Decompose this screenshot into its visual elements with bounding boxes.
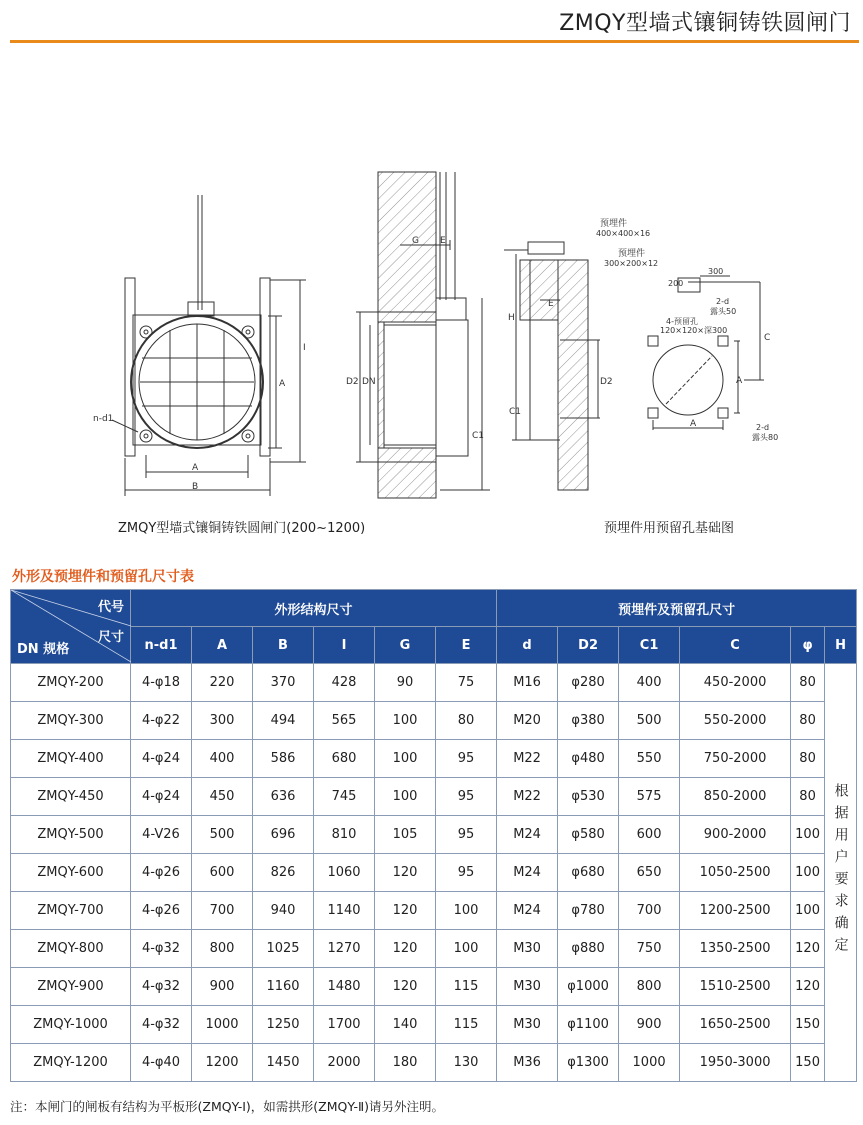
label-C1-side: C1 (472, 431, 485, 441)
table-cell: 1200 (192, 1044, 253, 1082)
table-cell: 1160 (253, 968, 314, 1006)
footnote: 注：本闸门的闸板有结构为平板形(ZMQY-Ⅰ)，如需拱形(ZMQY-Ⅱ)请另外注明。 (10, 1099, 445, 1114)
table-row (11, 740, 857, 778)
table-row (11, 664, 857, 702)
table-cell: 80 (791, 740, 825, 778)
table-cell: 575 (619, 778, 680, 816)
table-cell: M20 (497, 702, 558, 740)
table-cell: φ1100 (558, 1006, 619, 1044)
table-cell: 900 (192, 968, 253, 1006)
table-cell: M30 (497, 968, 558, 1006)
table-cell: 700 (192, 892, 253, 930)
table-cell: 1270 (314, 930, 375, 968)
drawing-caption-left: ZMQY型墙式镶铜铸铁圆闸门(200~1200) (118, 521, 366, 536)
label-hole4: 4-预留孔 (666, 317, 698, 326)
table-cell: 100 (791, 854, 825, 892)
side-section-view (356, 172, 490, 498)
table-cell: 900-2000 (680, 816, 791, 854)
table-row (11, 702, 857, 740)
table-cell: 745 (314, 778, 375, 816)
table-cell: 696 (253, 816, 314, 854)
row-spec-cell: ZMQY-400 (11, 740, 131, 778)
label-A-plan-side: A (736, 376, 743, 386)
table-cell: 850-2000 (680, 778, 791, 816)
table-cell: 400 (192, 740, 253, 778)
label-I: I (303, 343, 306, 353)
table-cell: 600 (192, 854, 253, 892)
table-cell: 4-φ32 (131, 968, 192, 1006)
row-spec-cell: ZMQY-200 (11, 664, 131, 702)
table-row (11, 892, 857, 930)
label-300: 300 (708, 267, 724, 276)
table-cell: 900 (619, 1006, 680, 1044)
table-cell: 550-2000 (680, 702, 791, 740)
row-spec-cell: ZMQY-600 (11, 854, 131, 892)
table-cell: φ1000 (558, 968, 619, 1006)
column-header: C1 (619, 627, 680, 664)
table-cell: φ780 (558, 892, 619, 930)
table-cell: 115 (436, 1006, 497, 1044)
table-cell: 95 (436, 778, 497, 816)
table-cell: 75 (436, 664, 497, 702)
column-header: H (825, 627, 857, 664)
corner-code: 代号 (97, 600, 124, 615)
column-header: d (497, 627, 558, 664)
table-cell: M36 (497, 1044, 558, 1082)
label-C1-foundation: C1 (509, 407, 522, 417)
group-header-shape: 外形结构尺寸 (131, 590, 497, 627)
table-cell: 586 (253, 740, 314, 778)
column-header: n-d1 (131, 627, 192, 664)
table-cell: 120 (791, 930, 825, 968)
table-cell: 4-φ26 (131, 892, 192, 930)
column-header: φ (791, 627, 825, 664)
table-cell: 750-2000 (680, 740, 791, 778)
table-row (11, 1044, 857, 1082)
group-header-embed: 预埋件及预留孔尺寸 (497, 590, 857, 627)
table-cell: φ530 (558, 778, 619, 816)
table-cell: 150 (791, 1006, 825, 1044)
label-H: H (508, 313, 515, 323)
table-cell: 1450 (253, 1044, 314, 1082)
label-expose80: 露头80 (752, 433, 779, 442)
table-cell: 1480 (314, 968, 375, 1006)
table-cell: 100 (436, 892, 497, 930)
table-cell: 1140 (314, 892, 375, 930)
table-cell: 1000 (192, 1006, 253, 1044)
table-cell: 140 (375, 1006, 436, 1044)
table-cell: 100 (375, 702, 436, 740)
hole-plan-view (648, 276, 764, 430)
table-cell: 4-φ24 (131, 778, 192, 816)
table-cell: φ1300 (558, 1044, 619, 1082)
table-cell: 750 (619, 930, 680, 968)
label-E-side: E (440, 236, 446, 246)
table-cell: 1050-2500 (680, 854, 791, 892)
table-cell: 120 (375, 968, 436, 1006)
foundation-section-view (504, 242, 600, 490)
table-cell: 1000 (619, 1044, 680, 1082)
table-cell: 1250 (253, 1006, 314, 1044)
table-cell: φ380 (558, 702, 619, 740)
table-cell: 90 (375, 664, 436, 702)
table-cell: 428 (314, 664, 375, 702)
table-row (11, 854, 857, 892)
table-cell: 120 (375, 892, 436, 930)
h-column-note (825, 664, 857, 1082)
table-cell: 80 (791, 778, 825, 816)
label-E-foundation: E (548, 299, 554, 309)
table-cell: 494 (253, 702, 314, 740)
table-cell: 120 (791, 968, 825, 1006)
label-embed1-size: 400×400×16 (596, 229, 651, 238)
table-cell: 95 (436, 740, 497, 778)
drawing-caption-right: 预埋件用预留孔基础图 (604, 521, 735, 536)
label-200: 200 (668, 279, 684, 288)
table-cell: 1025 (253, 930, 314, 968)
dimension-table (10, 589, 857, 1082)
table-cell: 100 (375, 740, 436, 778)
table-cell: 1200-2500 (680, 892, 791, 930)
table-row (11, 778, 857, 816)
table-cell: 220 (192, 664, 253, 702)
table-cell: 150 (791, 1044, 825, 1082)
table-cell: 80 (791, 702, 825, 740)
table-cell: φ880 (558, 930, 619, 968)
table-cell: M24 (497, 892, 558, 930)
table-cell: 600 (619, 816, 680, 854)
table-cell: 100 (791, 892, 825, 930)
table-cell: φ280 (558, 664, 619, 702)
table-cell: 1350-2500 (680, 930, 791, 968)
label-expose50: 露头50 (710, 307, 737, 316)
row-spec-cell: ZMQY-800 (11, 930, 131, 968)
table-cell: M24 (497, 816, 558, 854)
table-cell: 400 (619, 664, 680, 702)
table-cell: 2000 (314, 1044, 375, 1082)
label-C: C (764, 333, 771, 343)
row-spec-cell: ZMQY-450 (11, 778, 131, 816)
column-header: C (680, 627, 791, 664)
table-cell: 80 (791, 664, 825, 702)
table-cell: 4-V26 (131, 816, 192, 854)
table-cell: 100 (375, 778, 436, 816)
label-A-plan: A (690, 419, 697, 429)
row-spec-cell: ZMQY-900 (11, 968, 131, 1006)
table-cell: M16 (497, 664, 558, 702)
table-cell: 650 (619, 854, 680, 892)
table-cell: 550 (619, 740, 680, 778)
table-cell: φ580 (558, 816, 619, 854)
table-cell: 4-φ40 (131, 1044, 192, 1082)
corner-size: 尺寸 (97, 630, 124, 645)
table-cell: 115 (436, 968, 497, 1006)
table-cell: 130 (436, 1044, 497, 1082)
front-view (112, 195, 306, 496)
table-cell: 95 (436, 816, 497, 854)
label-D2-foundation: D2 (600, 377, 613, 387)
table-cell: 370 (253, 664, 314, 702)
column-header: D2 (558, 627, 619, 664)
table-row (11, 816, 857, 854)
label-D2-side: D2 (346, 377, 359, 387)
table-cell: φ680 (558, 854, 619, 892)
table-cell: φ480 (558, 740, 619, 778)
table-cell: 450 (192, 778, 253, 816)
table-cell: 500 (192, 816, 253, 854)
table-cell: 300 (192, 702, 253, 740)
table-cell: 4-φ18 (131, 664, 192, 702)
table-cell: 4-φ32 (131, 930, 192, 968)
table-row (11, 968, 857, 1006)
table-cell: 1950-3000 (680, 1044, 791, 1082)
table-cell: 700 (619, 892, 680, 930)
column-header: I (314, 627, 375, 664)
table-cell: 1060 (314, 854, 375, 892)
table-cell: M22 (497, 740, 558, 778)
row-spec-cell: ZMQY-700 (11, 892, 131, 930)
table-cell: 80 (436, 702, 497, 740)
table-cell: 95 (436, 854, 497, 892)
table-cell: 4-φ32 (131, 1006, 192, 1044)
label-2d-bot: 2-d (756, 423, 770, 432)
corner-spec: DN 规格 (17, 642, 70, 657)
table-cell: 450-2000 (680, 664, 791, 702)
page-title: ZMQY型墙式镶铜铸铁圆闸门 (559, 11, 851, 36)
header-rule (10, 40, 859, 43)
row-spec-cell: ZMQY-500 (11, 816, 131, 854)
label-embed1: 预埋件 (600, 219, 628, 229)
row-spec-cell: ZMQY-300 (11, 702, 131, 740)
table-cell: M22 (497, 778, 558, 816)
table-cell: 100 (436, 930, 497, 968)
section-title: 外形及预埋件和预留孔尺寸表 (12, 569, 194, 585)
label-A-front: A (192, 463, 199, 473)
label-A-side: A (279, 379, 286, 389)
column-header: B (253, 627, 314, 664)
table-cell: 4-φ26 (131, 854, 192, 892)
table-cell: M30 (497, 1006, 558, 1044)
table-cell: 180 (375, 1044, 436, 1082)
table-cell: 940 (253, 892, 314, 930)
row-spec-cell: ZMQY-1000 (11, 1006, 131, 1044)
table-cell: M30 (497, 930, 558, 968)
table-cell: 636 (253, 778, 314, 816)
table-cell: 810 (314, 816, 375, 854)
table-cell: 1650-2500 (680, 1006, 791, 1044)
table-cell: 100 (791, 816, 825, 854)
table-row (11, 1006, 857, 1044)
table-cell: 4-φ24 (131, 740, 192, 778)
gate-technical-drawing (0, 160, 863, 510)
table-cell: 800 (619, 968, 680, 1006)
table-cell: 800 (192, 930, 253, 968)
label-embed2-size: 300×200×12 (604, 259, 659, 268)
table-cell: 500 (619, 702, 680, 740)
label-B-front: B (192, 482, 199, 492)
column-header: A (192, 627, 253, 664)
table-corner-header (11, 590, 131, 664)
label-G: G (412, 236, 419, 246)
column-header: G (375, 627, 436, 664)
row-spec-cell: ZMQY-1200 (11, 1044, 131, 1082)
label-hole4-size: 120×120×深300 (660, 326, 728, 335)
h-note-text: 根据用户要求确定 (832, 782, 849, 959)
label-DN: DN (362, 377, 376, 387)
table-cell: 1510-2500 (680, 968, 791, 1006)
table-cell: 105 (375, 816, 436, 854)
table-row (11, 930, 857, 968)
table-cell: 1700 (314, 1006, 375, 1044)
label-2d-top: 2-d (716, 297, 730, 306)
label-embed2: 预埋件 (618, 249, 646, 259)
table-cell: 680 (314, 740, 375, 778)
table-cell: 120 (375, 854, 436, 892)
label-nd1: n-d1 (93, 414, 114, 424)
table-cell: 4-φ22 (131, 702, 192, 740)
table-cell: 565 (314, 702, 375, 740)
table-cell: 826 (253, 854, 314, 892)
table-cell: M24 (497, 854, 558, 892)
column-header: E (436, 627, 497, 664)
table-cell: 120 (375, 930, 436, 968)
